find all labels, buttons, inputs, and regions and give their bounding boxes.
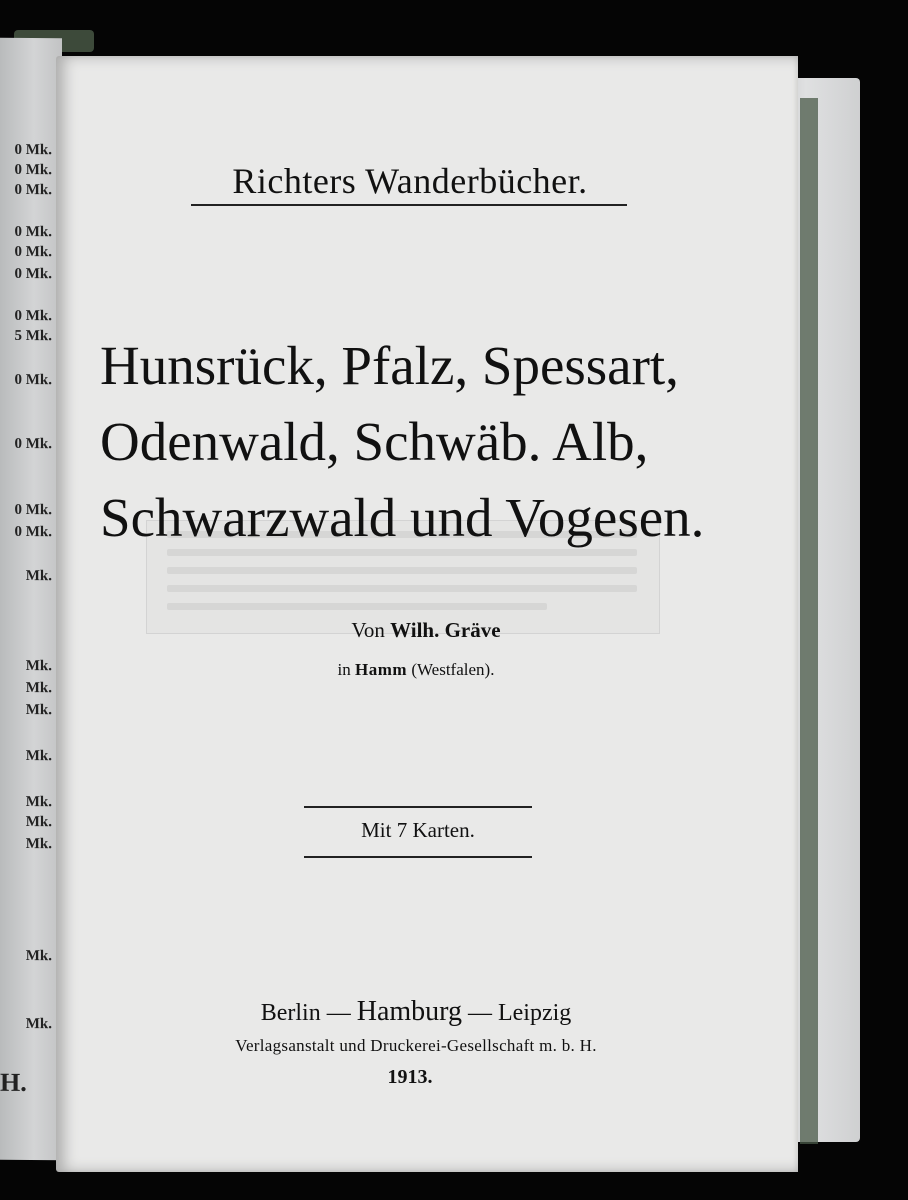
green-cover-edge [800, 98, 818, 1144]
title-line: Schwarzwald und Vogesen. [100, 487, 705, 548]
price-entry: Mk. [25, 701, 52, 719]
price-entry: Mk. [25, 679, 52, 697]
author-prefix: Von [351, 618, 385, 642]
price-entry: Mk. [25, 657, 52, 675]
price-entry: 0 Mk. [14, 141, 52, 159]
title-line: Hunsrück, Pfalz, Spessart, [100, 335, 679, 396]
price-entry: Mk. [25, 1015, 52, 1033]
publisher-cities [56, 996, 776, 1028]
series-underline [191, 204, 627, 206]
price-entry: Mk. [25, 813, 52, 831]
city-hamburg: Hamburg [356, 996, 462, 1027]
maps-rule-top [304, 806, 532, 808]
price-entry: 0 Mk. [14, 523, 52, 541]
author-line [56, 618, 796, 643]
price-entry: 0 Mk. [14, 307, 52, 325]
city-berlin: Berlin [260, 1000, 321, 1026]
price-entry: Mk. [25, 793, 52, 811]
author-place [56, 660, 776, 680]
place-region: (Westfalen). [411, 660, 495, 679]
dash: — [326, 1000, 351, 1026]
price-entry: 0 Mk. [14, 371, 52, 389]
price-entry: Mk. [25, 747, 52, 765]
price-entry: Mk. [25, 947, 52, 965]
left-page-fragment: H. [0, 1067, 27, 1097]
place-prefix: in [337, 660, 351, 679]
book-title [100, 328, 760, 556]
title-line: Odenwald, Schwäb. Alb, [100, 411, 649, 472]
price-entry: Mk. [25, 567, 52, 585]
publication-year: 1913. [387, 1066, 433, 1088]
dash: — [467, 1000, 492, 1026]
publisher-name: Verlagsanstalt und Druckerei-Gesellschaft m. b. H. [235, 1036, 597, 1055]
author-name: Wilh. Gräve [390, 618, 501, 642]
price-entry: 0 Mk. [14, 181, 52, 199]
maps-rule-bottom [304, 856, 532, 858]
price-entry: 0 Mk. [14, 161, 52, 179]
place-city: Hamm [355, 660, 408, 679]
price-entry: 5 Mk. [14, 327, 52, 345]
maps-note: Mit 7 Karten. [361, 818, 475, 842]
price-entry: 0 Mk. [14, 223, 52, 241]
price-entry: 0 Mk. [14, 435, 52, 453]
city-leipzig: Leipzig [497, 1000, 572, 1026]
price-entry: 0 Mk. [14, 243, 52, 261]
price-entry: 0 Mk. [14, 265, 52, 283]
price-entry: Mk. [25, 835, 52, 853]
series-title: Richters Wanderbücher. [232, 161, 588, 201]
price-column [0, 38, 62, 1161]
title-page [56, 56, 798, 1172]
left-page [0, 38, 62, 1161]
price-entry: 0 Mk. [14, 501, 52, 519]
